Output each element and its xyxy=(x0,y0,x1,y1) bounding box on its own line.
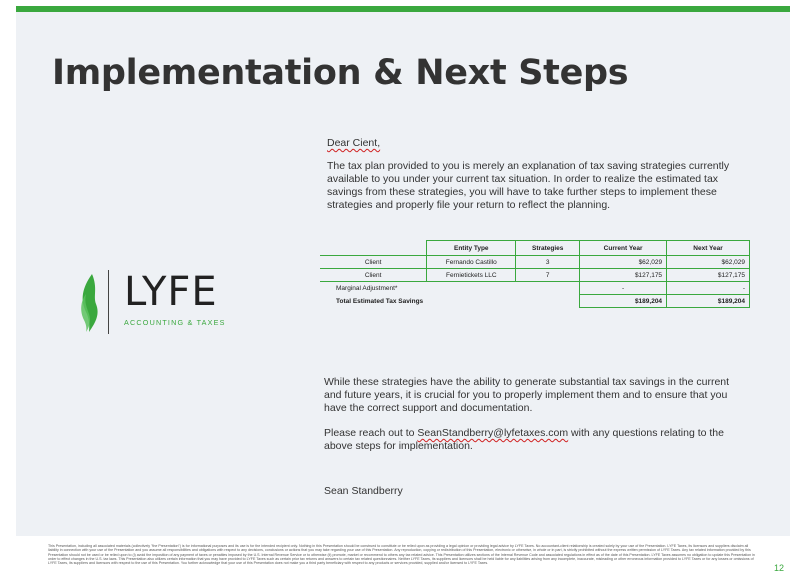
contact-prefix: Please reach out to xyxy=(324,427,418,439)
row-label: Client xyxy=(320,256,427,269)
strategy-count: 3 xyxy=(516,256,580,269)
closing-paragraph: While these strategies have the ability to generate substantial tax savings in the current and future years, it is crucial for you to properly implement them and to ensure that you have the correct support and documentation. xyxy=(324,376,730,414)
signature: Sean Standberry xyxy=(324,485,403,497)
contact-suffix: with any questions relating to the above steps for implementation. xyxy=(324,427,724,452)
header-next-year: Next Year xyxy=(667,241,750,256)
table-row xyxy=(320,269,750,282)
adjustment-label: Marginal Adjustment* xyxy=(336,284,398,292)
entity-name: Fernietickets LLC xyxy=(427,269,516,282)
logo-tagline: ACCOUNTING & TAXES xyxy=(124,318,226,327)
logo-divider xyxy=(108,270,109,334)
next-year-value: $127,175 xyxy=(667,269,750,282)
page-title: Implementation & Next Steps xyxy=(52,53,629,93)
entity-name: Fernando Castillo xyxy=(427,256,516,269)
row-label: Client xyxy=(320,269,427,282)
contact-email[interactable]: SeanStandberry@lyfetaxes.com xyxy=(417,427,569,439)
top-accent-bar xyxy=(16,6,790,12)
company-logo xyxy=(74,262,244,342)
header-entity-type: Entity Type xyxy=(427,241,516,256)
adjustment-current: - xyxy=(580,282,667,295)
letter-body xyxy=(327,137,747,222)
table-row xyxy=(320,256,750,269)
closing-body xyxy=(324,376,744,465)
flame-leaf-icon xyxy=(78,272,104,334)
total-next: $189,204 xyxy=(667,295,750,308)
current-year-value: $62,029 xyxy=(580,256,667,269)
adjustment-next: - xyxy=(667,282,750,295)
adjustment-row xyxy=(320,282,750,295)
letter-greeting: Dear Cient, xyxy=(327,137,381,149)
current-year-value: $127,175 xyxy=(580,269,667,282)
total-label: Total Estimated Tax Savings xyxy=(336,297,424,305)
header-current-year: Current Year xyxy=(580,241,667,256)
page-number: 12 xyxy=(774,563,785,573)
total-current: $189,204 xyxy=(580,295,667,308)
legal-disclaimer: This Presentation, including all associated materials (collectively "the Presentation") is for informational purposes and its use is for the intended recipient only. Nothing in this Presentation should be construed to constitute or be relied upon as providing a legal opinion or providing legal advice by LYFE Taxes. No accountant-client relationship is created solely by your use of the Presentation. LYFE Taxes, its licensors and suppliers disclaim all liability in connection with your use of the Presentation and you assume all responsibilities and obligations with respect to any decisions, conclusions or actions that you may take regarding your use of this Presentation. Any reproduction, copying or redistribution of this Presentation, electronic or otherwise, in whole or in part, is strictly prohibited without the express written permission of LYFE Taxes. Any tax related information provided by this Presentation should not be used or be relied upon to (i) avoid the imposition of any payment of taxes or penalties imposed by the U.S. Internal Revenue Service or to otherwise (ii) promote, market or recommend to others any tax related advice. This Presentation utilizes sections of the Internal Revenue Code and associated regulations in effect as of the date of this Presentation. LYFE Taxes assumes no obligation to update this Presentation in order to effect changes in the U.S. tax laws. This Presentation also utilizes certain information that you may have provided to LYFE Taxes such as certain prior tax returns and answers to certain tax related questionnaires. Neither LYFE Taxes, its suppliers and licensors shall be held liable for any liabilities arising from any incomplete, inaccurate, misleading or other erroneous information provided to LYFE Taxes or for any losses or omissions of LYFE Taxes, its suppliers and licensors with respect to the use of this Presentation. You further acknowledge that your use of this Presentation does not make you a third party beneficiary with respect to any products or services provided, supplied and/or licensed to LYFE Taxes. xyxy=(48,544,755,566)
tax-savings-table xyxy=(320,240,750,308)
next-year-value: $62,029 xyxy=(667,256,750,269)
header-strategies: Strategies xyxy=(516,241,580,256)
letter-intro: The tax plan provided to you is merely an explanation of tax saving strategies currently available to you under your current tax situation. In order to realize the estimated tax savings from these strategies, you will have to take further steps to implement these strategies and properly file your return to reflect the planning. xyxy=(327,160,730,211)
total-row xyxy=(320,295,750,308)
strategy-count: 7 xyxy=(516,269,580,282)
contact-paragraph xyxy=(324,427,744,453)
logo-brand: LYFE xyxy=(124,269,218,315)
